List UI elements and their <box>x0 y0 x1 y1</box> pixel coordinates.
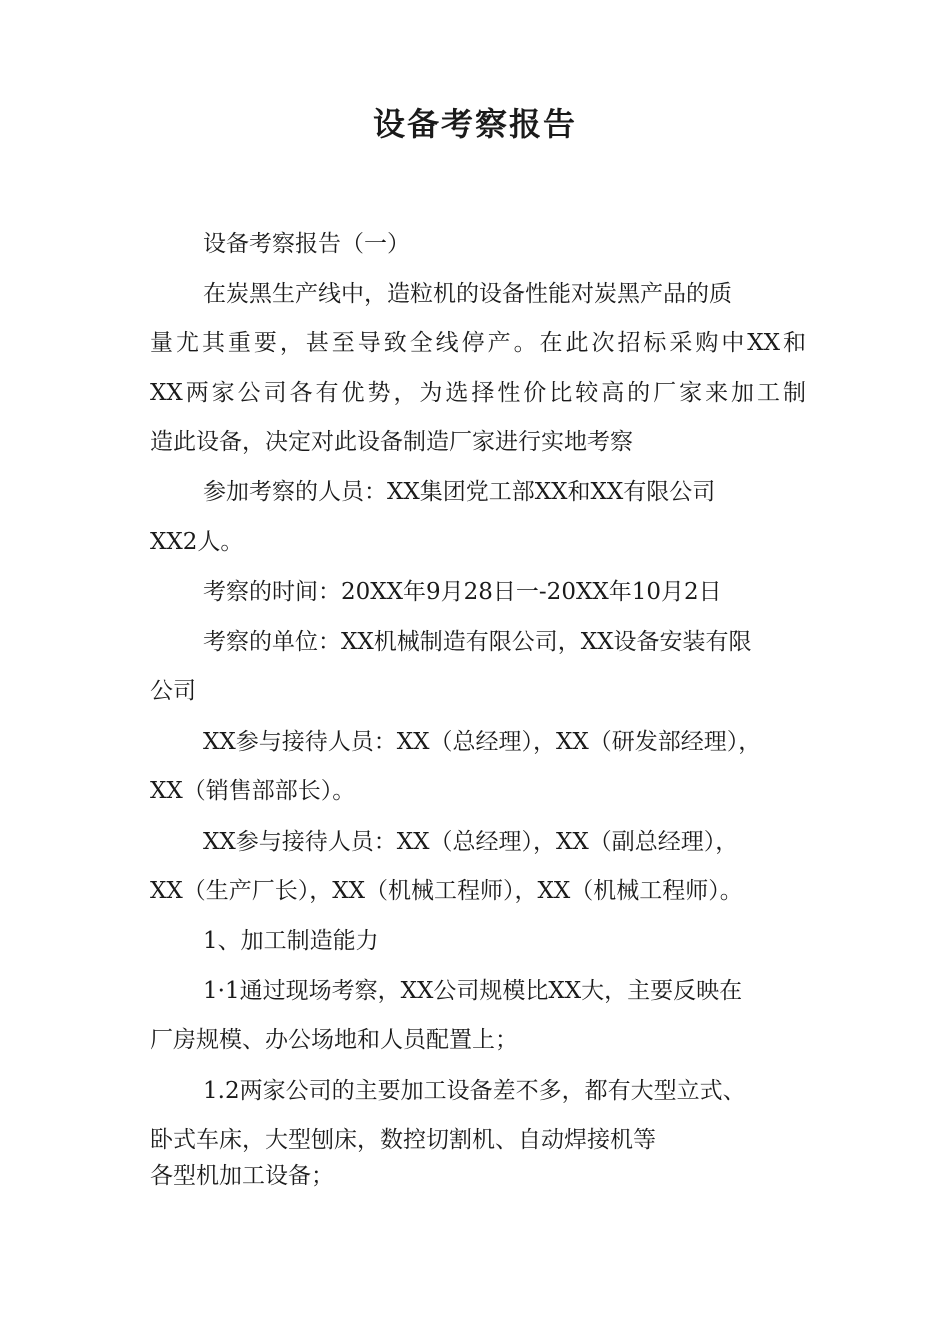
paragraph-line: XX（销售部部长）。 <box>150 778 356 804</box>
subsection-heading: 1、加工制造能力 <box>203 928 379 954</box>
paragraph-line: 考察的单位：XX机械制造有限公司，XX设备安装有限 <box>203 629 752 655</box>
paragraph-line: 各型机加工设备； <box>150 1163 334 1189</box>
paragraph-line: 参加考察的人员：XX集团党工部XX和XX有限公司 <box>203 479 716 505</box>
paragraph-line: 造此设备，决定对此设备制造厂家进行实地考察 <box>150 429 633 455</box>
paragraph-line: 卧式车床，大型刨床，数控切割机、自动焊接机等 <box>150 1127 656 1153</box>
document-title: 设备考察报告 <box>372 105 577 143</box>
paragraph-line: 1·1通过现场考察，XX公司规模比XX大，主要反映在 <box>203 978 743 1004</box>
paragraph-line: 考察的时间：20XX年9月28日一-20XX年10月2日 <box>203 579 722 605</box>
paragraph-line: 1.2两家公司的主要加工设备差不多，都有大型立式、 <box>203 1078 746 1104</box>
paragraph-line: XX2人。 <box>150 529 244 555</box>
paragraph-line: XX参与接待人员：XX（总经理），XX（副总经理）， <box>203 829 739 855</box>
paragraph-line: 在炭黑生产线中，造粒机的设备性能对炭黑产品的质 <box>203 281 732 307</box>
paragraph-line: XX参与接待人员：XX（总经理），XX（研发部经理）， <box>203 729 762 755</box>
section-heading: 设备考察报告（一） <box>203 231 410 257</box>
paragraph-line: 量尤其重要，甚至导致全线停产。在此次招标采购中XX和 <box>150 330 806 356</box>
paragraph-line: 公司 <box>150 678 196 704</box>
paragraph-line: XX两家公司各有优势，为选择性价比较高的厂家来加工制 <box>150 380 806 406</box>
paragraph-line: 厂房规模、办公场地和人员配置上； <box>150 1027 518 1053</box>
paragraph-line: XX（生产厂长），XX（机械工程师），XX（机械工程师）。 <box>150 878 743 904</box>
